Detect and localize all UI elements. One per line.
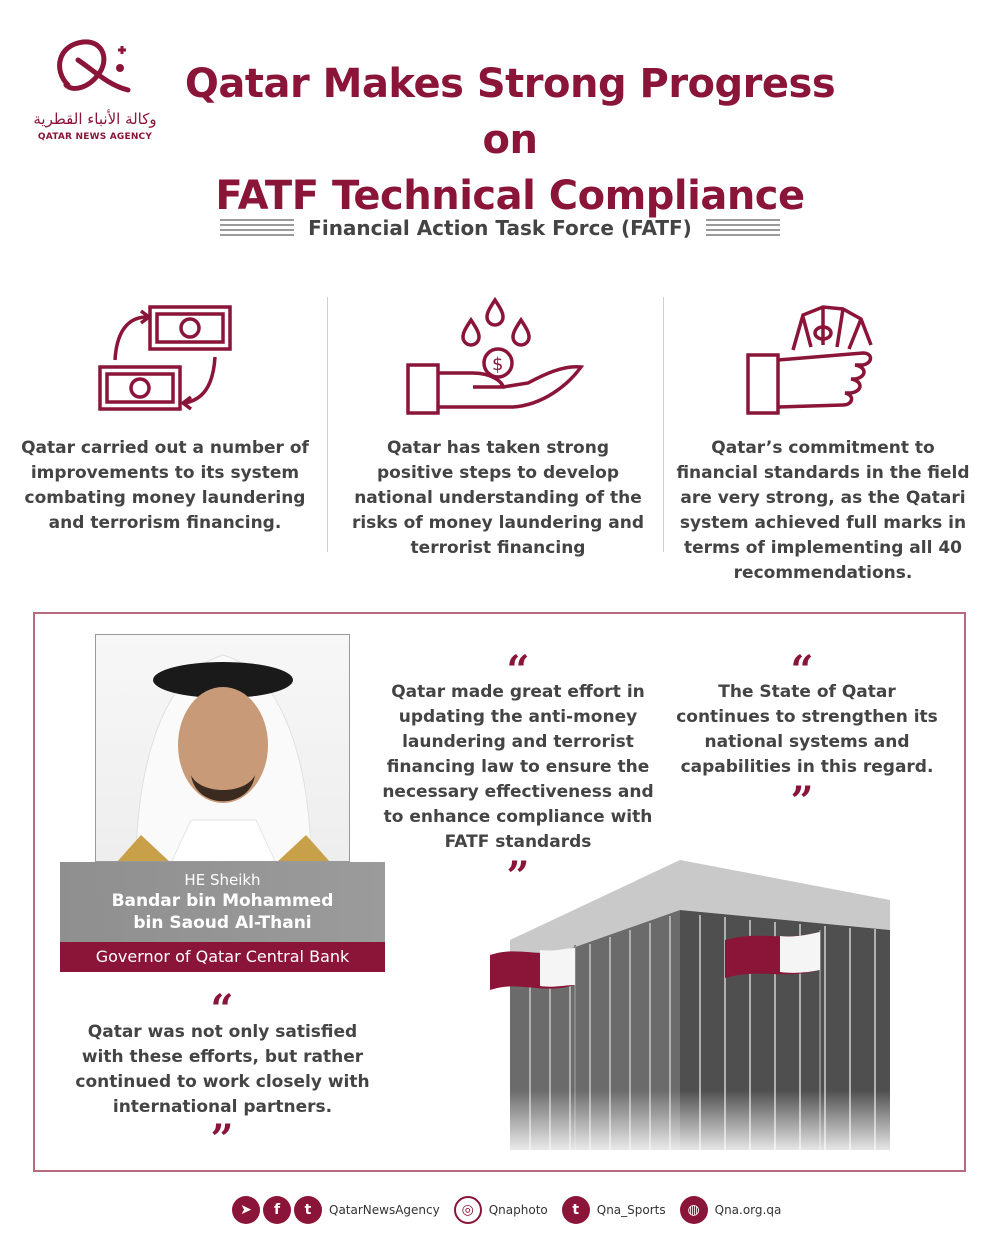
fact-column-1 (15, 290, 315, 536)
brand-english-name: QATAR NEWS AGENCY (37, 132, 153, 142)
quote-2: The State of Qatar continues to strengthen its national systems and capabilities in this regard. (676, 682, 938, 777)
svg-text:$: $ (492, 354, 504, 375)
close-quote-icon: ” (790, 778, 814, 825)
title-line-1: Qatar Makes Strong Progress on (184, 61, 836, 163)
divider (327, 297, 328, 552)
facebook-icon[interactable]: f (263, 1196, 291, 1224)
divider (663, 297, 664, 552)
hand-cash-icon (673, 290, 973, 430)
instagram-icon[interactable]: ◎ (454, 1196, 482, 1224)
decorative-lines-left (220, 219, 294, 237)
sports-handle-link[interactable]: Qna_Sports (596, 1203, 666, 1217)
brand-arabic-name: وكالة الأنباء القطرية (33, 110, 157, 128)
title-line-2: FATF Technical Compliance (215, 173, 805, 219)
twitter-icon[interactable]: t (294, 1196, 322, 1224)
close-quote-icon: ” (506, 853, 530, 900)
open-quote-icon: “ (790, 647, 814, 694)
money-exchange-icon (15, 290, 315, 430)
instagram-handle-link[interactable]: Qnaphoto (488, 1203, 548, 1217)
fact-column-3 (673, 290, 973, 586)
telegram-icon[interactable]: ➤ (232, 1196, 260, 1224)
website-link[interactable]: Qna.org.qa (714, 1203, 782, 1217)
qna-logo (30, 30, 160, 150)
globe-icon[interactable]: ◍ (680, 1196, 708, 1224)
fact-column-2 (348, 290, 648, 561)
twitter-icon[interactable]: t (562, 1196, 590, 1224)
governor-honorific: HE Sheikh (184, 871, 261, 889)
subtitle-row (220, 213, 780, 243)
hand-coin-drops-icon (348, 290, 648, 430)
quote-1: Qatar made great effort in updating the anti-money laundering and terrorist financing law to ensure the necessary effectiveness and to enhance compliance with FATF standards (382, 682, 654, 852)
governor-name-line-2: bin Saoud Al-Thani (133, 913, 312, 933)
fact-text-2: Qatar has taken strong positive steps to develop national understanding of the risks of money laundering and terrorist financing (351, 438, 645, 558)
qna-logo-icon (48, 30, 143, 110)
fact-text-3: Qatar’s commitment to financial standards in the field are very strong, as the Qatari system achieved full marks in terms of implementing all 40 recommendations. (676, 438, 970, 583)
social-handle-link[interactable]: QatarNewsAgency (329, 1203, 440, 1217)
open-quote-icon: “ (506, 647, 530, 694)
governor-name-box (60, 862, 385, 942)
governor-role: Governor of Qatar Central Bank (60, 942, 385, 972)
fact-text-1: Qatar carried out a number of improvements to its system combating money laundering and terrorism financing. (21, 438, 309, 533)
decorative-lines-right (706, 219, 780, 237)
social-footer (232, 1192, 795, 1228)
central-bank-building-image (480, 853, 910, 1160)
open-quote-icon: “ (210, 986, 234, 1033)
close-quote-icon: ” (210, 1116, 234, 1163)
governor-name-line-1: Bandar bin Mohammed (111, 891, 334, 911)
governor-portrait (95, 634, 350, 862)
quote-3: Qatar was not only satisfied with these efforts, but rather continued to work closely with international partners. (75, 1022, 370, 1117)
page-title (160, 56, 860, 224)
subtitle: Financial Action Task Force (FATF) (308, 216, 692, 240)
